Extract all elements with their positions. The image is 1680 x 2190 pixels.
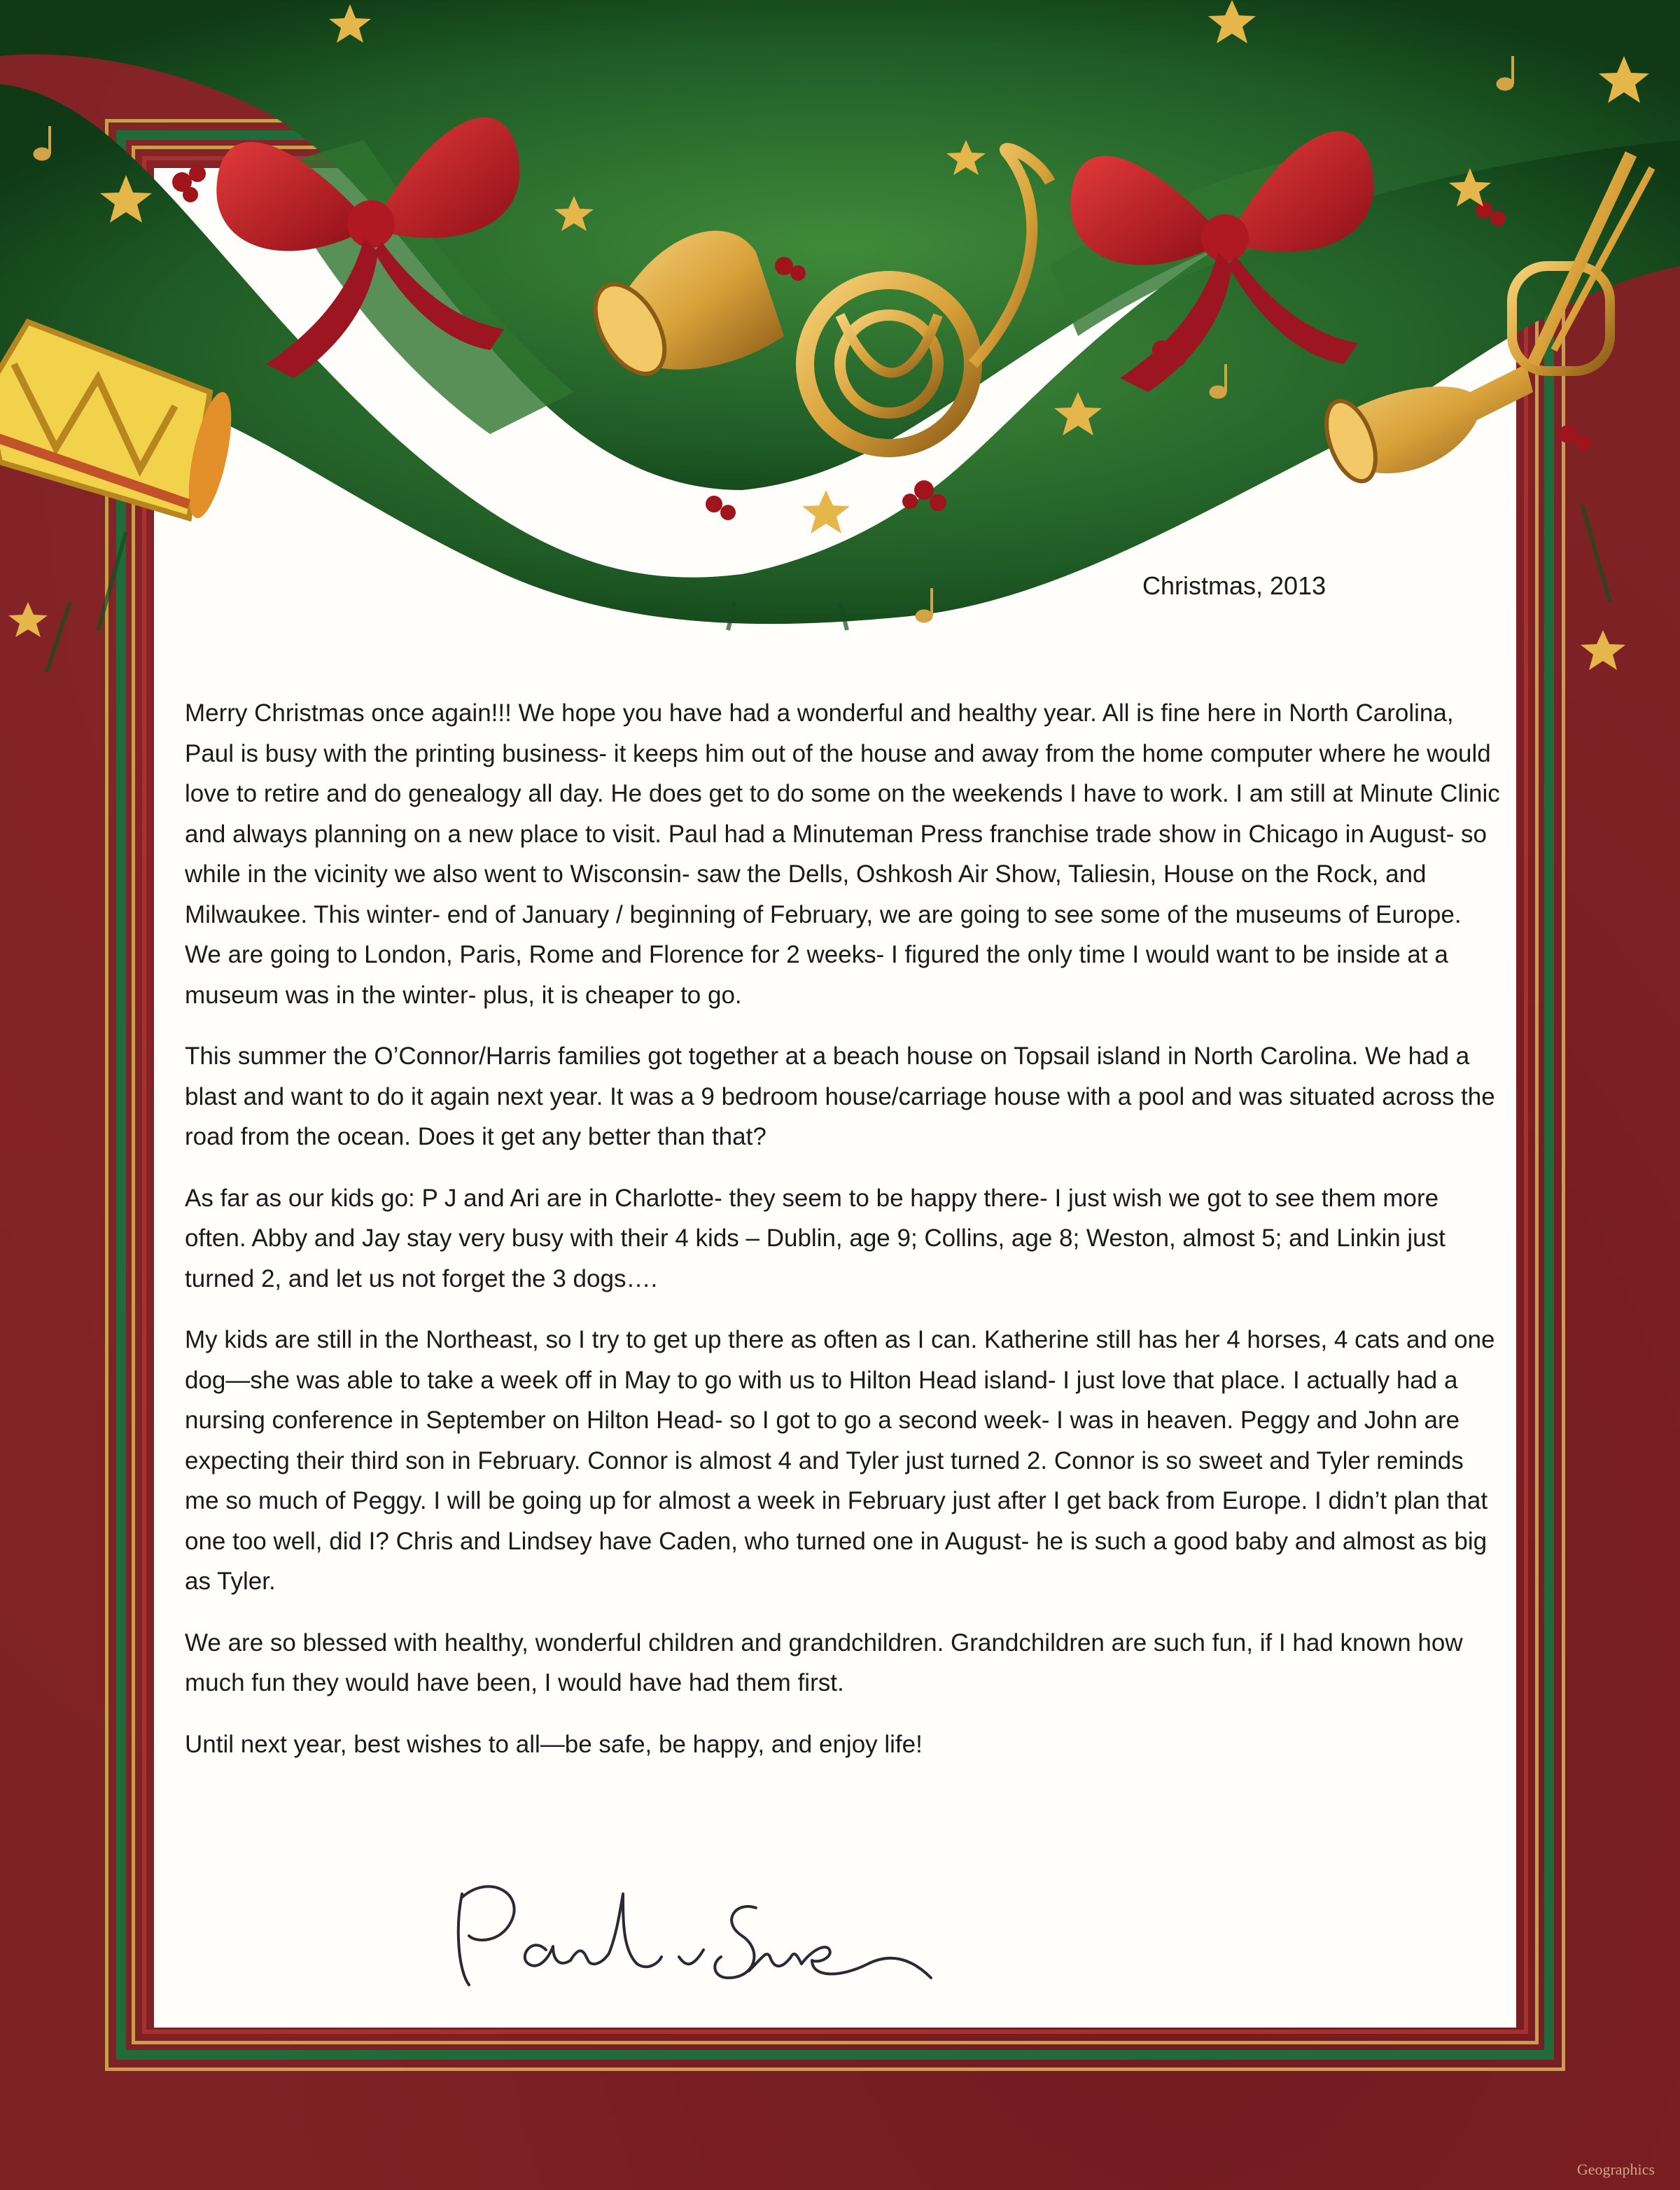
paragraph: We are so blessed with healthy, wonderful children and grandchildren. Grandchildren are such fun, if I had known how much fun they would have been, I would have had them first. (185, 1628, 1463, 1696)
garland-decoration (0, 0, 1680, 672)
handwritten-signature (448, 1866, 966, 2006)
paragraph: This summer the O’Connor/Harris families got together at a beach house on Topsail island in North Carolina. We had a blast and want to do it again next year. It was a 9 bedroom house/carriage house with a pool and was situated across the road from the ocean. Does it get any better than that? (185, 1042, 1495, 1150)
letter-date: Christmas, 2013 (1142, 571, 1326, 600)
paragraph: Merry Christmas once again!!! We hope you have had a wonderful and healthy year. All is fine here in North Carolina, Paul is busy with the printing business- it keeps him out of the house and away from the home computer where he would love to retire and do genealogy all day. He does get to do some on the weekends I have to work. I am still at Minute Clinic and always planning on a new place to visit. Paul had a Minuteman Press franchise trade show in Chicago in August- so while in the vicinity we also went to Wisconsin- saw the Dells, Oshkosh Air Show, Taliesin, House on the Rock, and Milwaukee. This winter- end of January / beginning of February, we are going to see some of the museums of Europe. We are going to London, Paris, Rome and Florence for 2 weeks- I figured the only time I would want to be inside at a museum was in the winter- plus, it is cheaper to go. (185, 699, 1500, 1009)
letter-body (185, 693, 1501, 1785)
paragraph: Until next year, best wishes to all—be safe, be happy, and enjoy life! (185, 1730, 923, 1758)
paragraph: My kids are still in the Northeast, so I try to get up there as often as I can. Katherine still has her 4 horses, 4 cats and one dog—she was able to take a week off in May to go with us to Hilton Head island- I just love that place. I actually had a nursing conference in September on Hilton Head- so I got to go a second week- I was in heaven. Peggy and John are expecting their third son in February. Connor is almost 4 and Tyler just turned 2. Connor is so sweet and Tyler reminds me so much of Peggy. I will be going up for almost a week in February just after I get back from Europe. I didn’t plan that one too well, did I? Chris and Lindsey have Caden, who turned one in August- he is such a good baby and almost as big as Tyler. (185, 1326, 1495, 1595)
stationery-brand: Geographics (1576, 2161, 1655, 2178)
pine-garland (0, 0, 1680, 672)
paragraph: As far as our kids go: P J and Ari are in Charlotte- they seem to be happy there- I just wish we got to see them more often. Abby and Jay stay very busy with their 4 kids – Dublin, age 9; Collins, age 8; Weston, almost 5; and Linkin just turned 2, and let us not forget the 3 dogs…. (185, 1184, 1446, 1292)
